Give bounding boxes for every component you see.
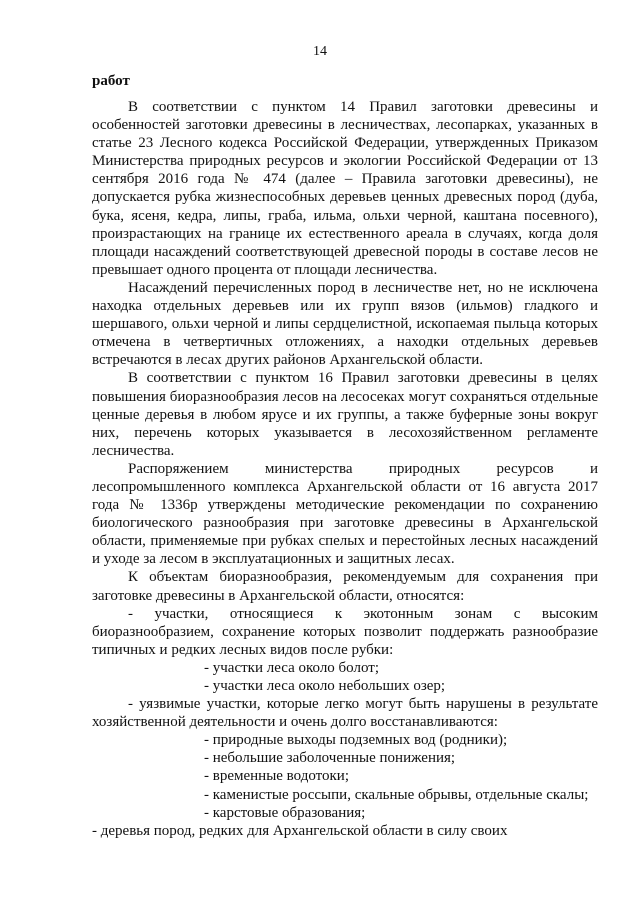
paragraph: В соответствии с пунктом 14 Правил заготовки древесины и особенностей заготовки древесины в лесничествах, лесопарках, указанных в статье 23 Лесного кодекса Российской Федерации, утвержденных Приказом Министерства природных ресурсов и экологии Российской Федерации от 13 сентября 2016 года № 474 (далее – Правила заготовки древесины), не допускается рубка жизнеспособных деревьев ценных древесных пород (дуба, бука, ясеня, кедра, липы, граба, ильма, ольхи черной, каштана посевного), произрастающих на границе их естественного ареала в случаях, когда доля площади насаждений соответствующей древесной породы в составе лесов не превышает одного процента от площади лесничества. bbox=[92, 99, 598, 278]
sub-list bbox=[92, 659, 598, 822]
paragraph: К объектам биоразнообразия, рекомендуемым для сохранения при заготовке древесины в Архангельской области, относятся: bbox=[92, 569, 598, 604]
sub-list-item: - участки леса около болот; bbox=[204, 659, 379, 676]
page-number: 14 bbox=[313, 44, 327, 59]
section-heading-continuation: работ bbox=[92, 73, 130, 89]
paragraph: Распоряжением министерства природных ресурсов и лесопромышленного комплекса Архангельской области от 16 августа 2017 года № 1336р утверждены методические рекомендации по сохранению биологического разнообразия при заготовке древесины в Архангельской области, применяемые при рубках спелых и перестойных лесных насаждений и уходе за лесом в эксплуатационных и защитных лесах. bbox=[92, 460, 598, 568]
sub-list-item: - каменистые россыпи, скальные обрывы, отдельные скалы; bbox=[204, 786, 589, 803]
sub-list-item: - карстовые образования; bbox=[204, 804, 366, 821]
sub-list-item: - природные выходы подземных вод (родники); bbox=[204, 732, 508, 749]
sub-list-item: - участки леса около небольших озер; bbox=[204, 678, 446, 694]
body-text bbox=[92, 98, 598, 840]
paragraph: Насаждений перечисленных пород в лесничестве нет, но не исключена находка отдельных деревьев или их групп вязов (ильмов) гладкого и шершавого, ольхи черной и липы сердцелистной, ископаемая пыльца которых отмечена в четвертичных отложениях, а находки отдельных деревьев встречаются в лесах других районов Архангельской области. bbox=[92, 279, 598, 369]
sub-list-item: - уязвимые участки, которые легко могут быть нарушены в результате хозяйственной деятельности и очень долго восстанавливаются: bbox=[92, 696, 598, 731]
list-item: - участки, относящиеся к экотонным зонам с высоким биоразнообразием, сохранение которых позволит поддержать разнообразие типичных и редких лесных видов после рубки: bbox=[92, 605, 598, 658]
sub-list-item: - временные водотоки; bbox=[204, 768, 349, 785]
list-item: - деревья пород, редких для Архангельской области в силу своих bbox=[92, 822, 508, 839]
sub-list-item: - небольшие заболоченные понижения; bbox=[204, 750, 456, 767]
paragraph: В соответствии с пунктом 16 Правил заготовки древесины в целях повышения биоразнообразия лесов на лесосеках могут сохраняться отдельные ценные деревья в любом ярусе и их группы, а также буферные зоны вокруг них, перечень которых указывается в лесохозяйственном регламенте лесничества. bbox=[92, 370, 598, 459]
